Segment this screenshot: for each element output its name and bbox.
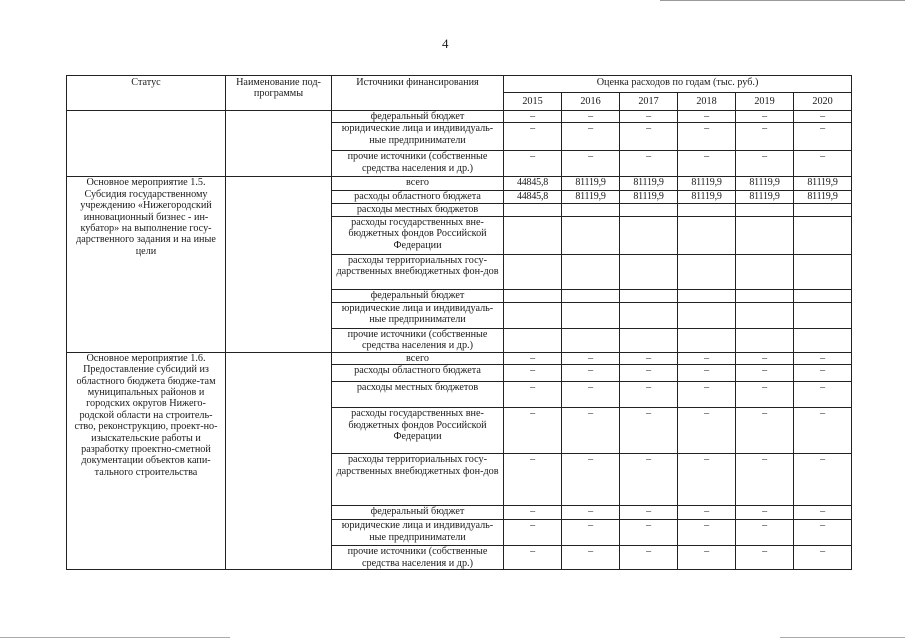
scan-edge-line	[0, 637, 230, 638]
value-cell	[678, 216, 736, 254]
value-cell: –	[678, 151, 736, 177]
value-cell: –	[736, 520, 794, 546]
source-cell: юридические лица и индивидуаль-ные предприниматели	[332, 123, 504, 151]
value-cell	[794, 328, 852, 352]
value-cell	[794, 254, 852, 289]
value-cell: –	[678, 123, 736, 151]
source-cell: расходы областного бюджета	[332, 365, 504, 382]
source-cell: федеральный бюджет	[332, 289, 504, 302]
value-cell: 81119,9	[794, 191, 852, 204]
value-cell: –	[620, 520, 678, 546]
value-cell: 81119,9	[736, 191, 794, 204]
value-cell: –	[504, 408, 562, 454]
value-cell: 81119,9	[562, 177, 620, 191]
value-cell: –	[562, 546, 620, 570]
source-cell: федеральный бюджет	[332, 111, 504, 123]
subprogram-cell	[226, 177, 332, 352]
value-cell: –	[736, 111, 794, 123]
value-cell: –	[678, 454, 736, 506]
value-cell	[736, 328, 794, 352]
value-cell: –	[678, 365, 736, 382]
table-body	[67, 111, 852, 570]
value-cell: 81119,9	[678, 177, 736, 191]
source-cell: всего	[332, 352, 504, 364]
value-cell: –	[620, 382, 678, 408]
value-cell: 81119,9	[678, 191, 736, 204]
source-cell: расходы государственных вне-бюджетных фондов Российской Федерации	[332, 216, 504, 254]
source-cell: расходы областного бюджета	[332, 191, 504, 204]
value-cell	[504, 328, 562, 352]
value-cell	[504, 302, 562, 328]
value-cell: –	[504, 382, 562, 408]
subprogram-cell	[226, 352, 332, 569]
value-cell: –	[562, 520, 620, 546]
value-cell: –	[678, 520, 736, 546]
value-cell: –	[620, 454, 678, 506]
value-cell	[620, 289, 678, 302]
value-cell: –	[562, 454, 620, 506]
source-cell: прочие источники (собственные средства населения и др.)	[332, 328, 504, 352]
value-cell: –	[794, 352, 852, 364]
value-cell	[736, 204, 794, 216]
value-cell: –	[678, 546, 736, 570]
value-cell: –	[794, 151, 852, 177]
value-cell: –	[620, 111, 678, 123]
value-cell: –	[504, 151, 562, 177]
value-cell	[794, 289, 852, 302]
value-cell: –	[678, 506, 736, 520]
value-cell	[620, 302, 678, 328]
value-cell: –	[620, 365, 678, 382]
value-cell: –	[562, 151, 620, 177]
value-cell	[562, 302, 620, 328]
value-cell: –	[562, 408, 620, 454]
value-cell: –	[794, 111, 852, 123]
value-cell	[504, 254, 562, 289]
value-cell: –	[620, 123, 678, 151]
value-cell: –	[794, 408, 852, 454]
value-cell: –	[794, 365, 852, 382]
value-cell: –	[794, 454, 852, 506]
value-cell	[504, 216, 562, 254]
value-cell: –	[562, 111, 620, 123]
value-cell: –	[504, 454, 562, 506]
value-cell: –	[678, 111, 736, 123]
value-cell	[562, 216, 620, 254]
value-cell: –	[736, 352, 794, 364]
header-year: 2017	[620, 93, 678, 111]
value-cell: –	[736, 408, 794, 454]
source-cell: расходы местных бюджетов	[332, 204, 504, 216]
value-cell: –	[562, 382, 620, 408]
value-cell: –	[620, 352, 678, 364]
value-cell: –	[736, 546, 794, 570]
value-cell: –	[504, 506, 562, 520]
page-number: 4	[442, 36, 449, 51]
value-cell	[736, 289, 794, 302]
value-cell: –	[678, 408, 736, 454]
value-cell: –	[736, 123, 794, 151]
source-cell: расходы государственных вне-бюджетных фондов Российской Федерации	[332, 408, 504, 454]
source-cell: расходы территориальных госу-дарственных внебюджетных фон-дов	[332, 254, 504, 289]
source-cell: всего	[332, 177, 504, 191]
value-cell: –	[504, 352, 562, 364]
value-cell	[504, 204, 562, 216]
value-cell: –	[794, 382, 852, 408]
source-cell: расходы местных бюджетов	[332, 382, 504, 408]
value-cell: –	[504, 123, 562, 151]
value-cell	[794, 204, 852, 216]
value-cell: 44845,8	[504, 191, 562, 204]
header-year: 2019	[736, 93, 794, 111]
value-cell	[620, 328, 678, 352]
value-cell: –	[620, 151, 678, 177]
value-cell: –	[562, 506, 620, 520]
value-cell	[620, 216, 678, 254]
value-cell: –	[562, 352, 620, 364]
value-cell: –	[504, 546, 562, 570]
header-year: 2016	[562, 93, 620, 111]
scan-edge-line	[780, 637, 905, 638]
source-cell: прочие источники (собственные средства населения и др.)	[332, 546, 504, 570]
subprogram-cell	[226, 111, 332, 177]
value-cell	[736, 216, 794, 254]
value-cell: –	[736, 365, 794, 382]
value-cell	[678, 254, 736, 289]
source-cell: прочие источники (собственные средства населения и др.)	[332, 151, 504, 177]
value-cell: –	[678, 382, 736, 408]
value-cell: 81119,9	[736, 177, 794, 191]
value-cell	[736, 302, 794, 328]
value-cell: 81119,9	[562, 191, 620, 204]
header-sources: Источники финансирования	[332, 76, 504, 111]
value-cell	[678, 289, 736, 302]
source-cell: юридические лица и индивидуаль-ные предприниматели	[332, 302, 504, 328]
header-year: 2020	[794, 93, 852, 111]
header-year: 2015	[504, 93, 562, 111]
value-cell: –	[678, 352, 736, 364]
value-cell	[620, 254, 678, 289]
value-cell: –	[620, 408, 678, 454]
status-cell: Основное мероприятие 1.5. Субсидия государственному учреждению «Нижегородский инновационный бизнес - ин-кубатор» на выполнение госу-дарственного задания и на иные цели	[67, 177, 226, 352]
value-cell: –	[736, 151, 794, 177]
value-cell	[562, 328, 620, 352]
value-cell: –	[620, 546, 678, 570]
value-cell: –	[562, 365, 620, 382]
header-year: 2018	[678, 93, 736, 111]
status-cell: Основное мероприятие 1.6. Предоставление субсидий из областного бюджета бюдже-там муниципальных районов и городских округов Нижего-родской области на строитель-ство, реконструкцию, проект-но-изыскательские работы и разработку проектно-сметной документации объектов капи-тального строительства	[67, 352, 226, 569]
value-cell	[504, 289, 562, 302]
scan-edge-line	[660, 0, 905, 1]
value-cell	[562, 289, 620, 302]
value-cell	[562, 204, 620, 216]
value-cell: –	[736, 454, 794, 506]
value-cell: –	[736, 506, 794, 520]
budget-table	[66, 75, 852, 570]
value-cell	[678, 302, 736, 328]
value-cell: –	[562, 123, 620, 151]
table-row	[67, 352, 852, 364]
table-row	[67, 111, 852, 123]
value-cell: –	[794, 123, 852, 151]
source-cell: расходы территориальных госу-дарственных внебюджетных фон-дов	[332, 454, 504, 506]
value-cell	[794, 216, 852, 254]
source-cell: юридические лица и индивидуаль-ные предприниматели	[332, 520, 504, 546]
value-cell	[794, 302, 852, 328]
value-cell: 81119,9	[620, 177, 678, 191]
header-estimate: Оценка расходов по годам (тыс. руб.)	[504, 76, 852, 93]
value-cell: –	[620, 506, 678, 520]
value-cell: –	[794, 506, 852, 520]
table-row	[67, 177, 852, 191]
header-status: Статус	[67, 76, 226, 111]
value-cell: –	[504, 365, 562, 382]
value-cell	[620, 204, 678, 216]
value-cell: –	[504, 520, 562, 546]
value-cell: –	[504, 111, 562, 123]
value-cell: –	[736, 382, 794, 408]
value-cell: –	[794, 520, 852, 546]
header-subprogram: Наименование под-программы	[226, 76, 332, 111]
value-cell: 44845,8	[504, 177, 562, 191]
status-cell	[67, 111, 226, 177]
value-cell: 81119,9	[794, 177, 852, 191]
value-cell: 81119,9	[620, 191, 678, 204]
value-cell	[736, 254, 794, 289]
value-cell: –	[794, 546, 852, 570]
value-cell	[678, 204, 736, 216]
value-cell	[678, 328, 736, 352]
value-cell	[562, 254, 620, 289]
source-cell: федеральный бюджет	[332, 506, 504, 520]
